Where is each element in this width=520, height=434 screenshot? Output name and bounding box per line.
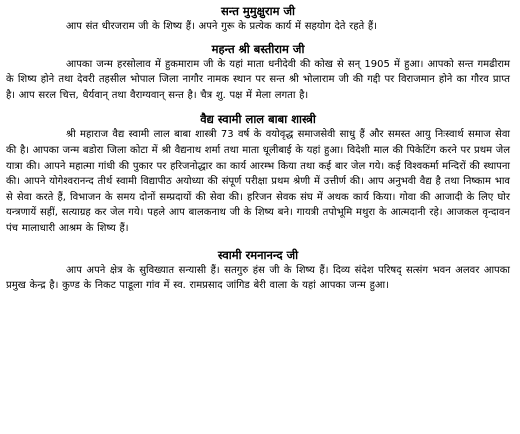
section-paragraph: आपका जन्म हरसोलाव में हुकमाराम जी के यहां माता धनीदेवी की कोख से सन् 1905 में हुआ। आपको सन्त गमढीराम के शिष्य होने तथा देवरी तहसील भोपाल जिला नागौर नामक स्थान पर सन्त श्री भोलाराम जी की गद्दी पर विराजमान होने का गौरव प्राप्त है। आप सरल चित्त, धैर्यवान् तथा वैराग्यवान् सन्त है। चैत्र शु. पक्ष में मेला लगता है। [6,58,510,101]
section-bastiram [6,42,510,104]
section-heading: महन्त श्री बस्तीराम जी [211,41,305,56]
section-lal-baba-shastri [6,112,510,236]
section-paragraph: आप संत धीरजराम जी के शिष्य हैं। अपने गुरू के प्रत्येक कार्य में सहयोग देते रहते हैं। [66,21,378,32]
section-heading: स्वामी रमनानन्द जी [217,247,299,262]
section-mumukshuram [6,4,510,35]
section-heading: वैद्य स्वामी लाल बाबा शास्त्री [200,112,316,127]
section-paragraph: श्री महाराज वैद्य स्वामी लाल बाबा शास्त्री 73 वर्ष के वयोवृद्ध समाजसेवी साधु हैं और समस्त आयु निःस्वार्थ समाज सेवा की है। आपका जन्म बडोरा जिला कोटा में श्री वैद्यनाथ शर्मा तथा माता धूलीबाई के यहां हुआ। विदेशी माल की पिकेटिंग करने पर प्रथम जेल यात्रा की। आपने महात्मा गांधी की पुकार पर हरिजनोद्धार का कार्य आरम्भ किया तथा कई बार जेल गये। कई विश्वकर्मा मन्दिरों की स्थापना की। आपने योगेश्वरानन्द तीर्थ स्वामी विद्यापीठ अयोध्या की संपूर्ण परीक्षा प्रथम श्रेणी में उत्तीर्ण की। आप अनुभवी वैद्य है तथा निष्काम भाव से सेवा करते हैं, विभाजन के समय दोनों सम्प्रदायों की सेवा की। हरिजन सेवक संघ में अथक कार्य किया। गोवा की आजादी के लिए घोर यन्त्रणायें सहीं, सत्याग्रह कर जेल गये। पहले आप बालकनाथ जी के शिष्य बने। गायत्री तपोभूमि मथुरा के आत्मदानी रहे। आजकल वृन्दावन पंच मालाधारी आश्रम के शिष्य हैं। [6,129,510,234]
section-paragraph: आप अपने क्षेत्र के सुविख्यात सन्यासी हैं। सतगुरु हंस जी के शिष्य हैं। दिव्य संदेश परिषद् सत्संग भवन अलवर आपका प्रमुख केन्द्र है। कुण्ड के निकट पाडूला गांव में स्व. रामप्रसाद जांगिड बेरी वाला के यहां आपका जन्म हुआ। [6,264,510,292]
section-ramananand [6,248,510,294]
section-heading: सन्त मुमुक्षुराम जी [221,4,295,18]
